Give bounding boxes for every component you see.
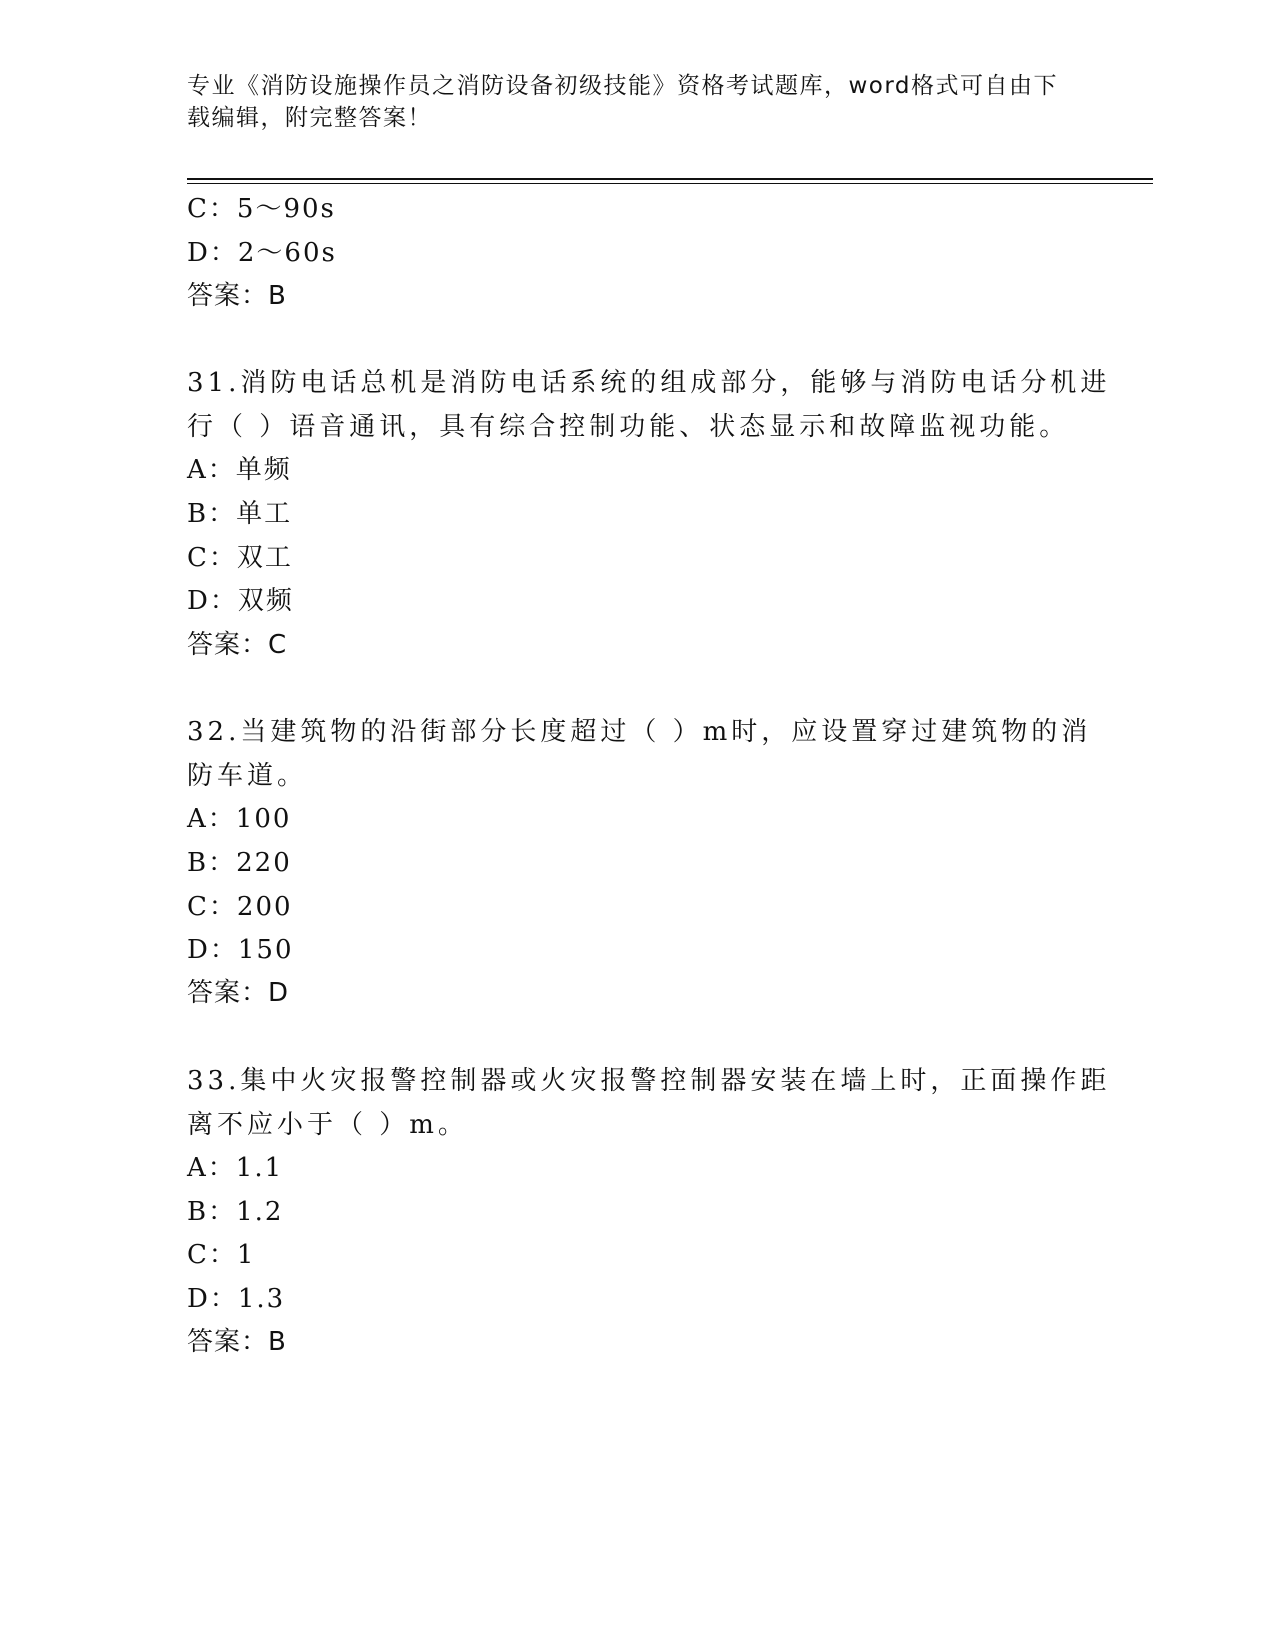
question-33-stem-line-1: 33.集中火灾报警控制器或火灾报警控制器安装在墙上时，正面操作距 bbox=[187, 1066, 1111, 1096]
option-c: C：5～90s bbox=[187, 194, 336, 224]
question-31-stem-line-1: 31.消防电话总机是消防电话系统的组成部分，能够与消防电话分机进 bbox=[187, 368, 1111, 398]
option-b: B：220 bbox=[187, 848, 292, 878]
question-33-stem-line-2: 离不应小于（ ）m。 bbox=[187, 1110, 468, 1140]
header-title-line-1: 专业《消防设施操作员之消防设备初级技能》资格考试题库，word格式可自由下 bbox=[187, 73, 1059, 99]
option-d: D：双频 bbox=[187, 586, 294, 616]
option-a: A：单频 bbox=[187, 455, 292, 485]
question-32-stem-line-2: 防车道。 bbox=[187, 761, 308, 791]
option-b: B：单工 bbox=[187, 499, 293, 529]
header-divider-thin bbox=[187, 183, 1153, 184]
option-d: D：1.3 bbox=[187, 1284, 286, 1314]
answer: 答案：D bbox=[187, 978, 290, 1008]
answer: 答案：C bbox=[187, 630, 288, 660]
option-c: C：双工 bbox=[187, 543, 293, 573]
option-a: A：100 bbox=[187, 804, 292, 834]
option-b: B：1.2 bbox=[187, 1197, 284, 1227]
page-header bbox=[187, 70, 1087, 134]
question-31-stem-line-2: 行（ ）语音通讯，具有综合控制功能、状态显示和故障监视功能。 bbox=[187, 412, 1070, 442]
option-c: C：1 bbox=[187, 1240, 256, 1270]
option-a: A：1.1 bbox=[187, 1153, 284, 1183]
header-title-line-2: 载编辑，附完整答案！ bbox=[187, 105, 432, 131]
header-divider bbox=[187, 178, 1153, 180]
answer: 答案：B bbox=[187, 1327, 287, 1357]
answer: 答案：B bbox=[187, 281, 287, 311]
question-32-stem-line-1: 32.当建筑物的沿街部分长度超过（ ）m时，应设置穿过建筑物的消 bbox=[187, 717, 1092, 747]
option-d: D：2～60s bbox=[187, 238, 337, 268]
option-c: C：200 bbox=[187, 892, 293, 922]
option-d: D：150 bbox=[187, 935, 294, 965]
